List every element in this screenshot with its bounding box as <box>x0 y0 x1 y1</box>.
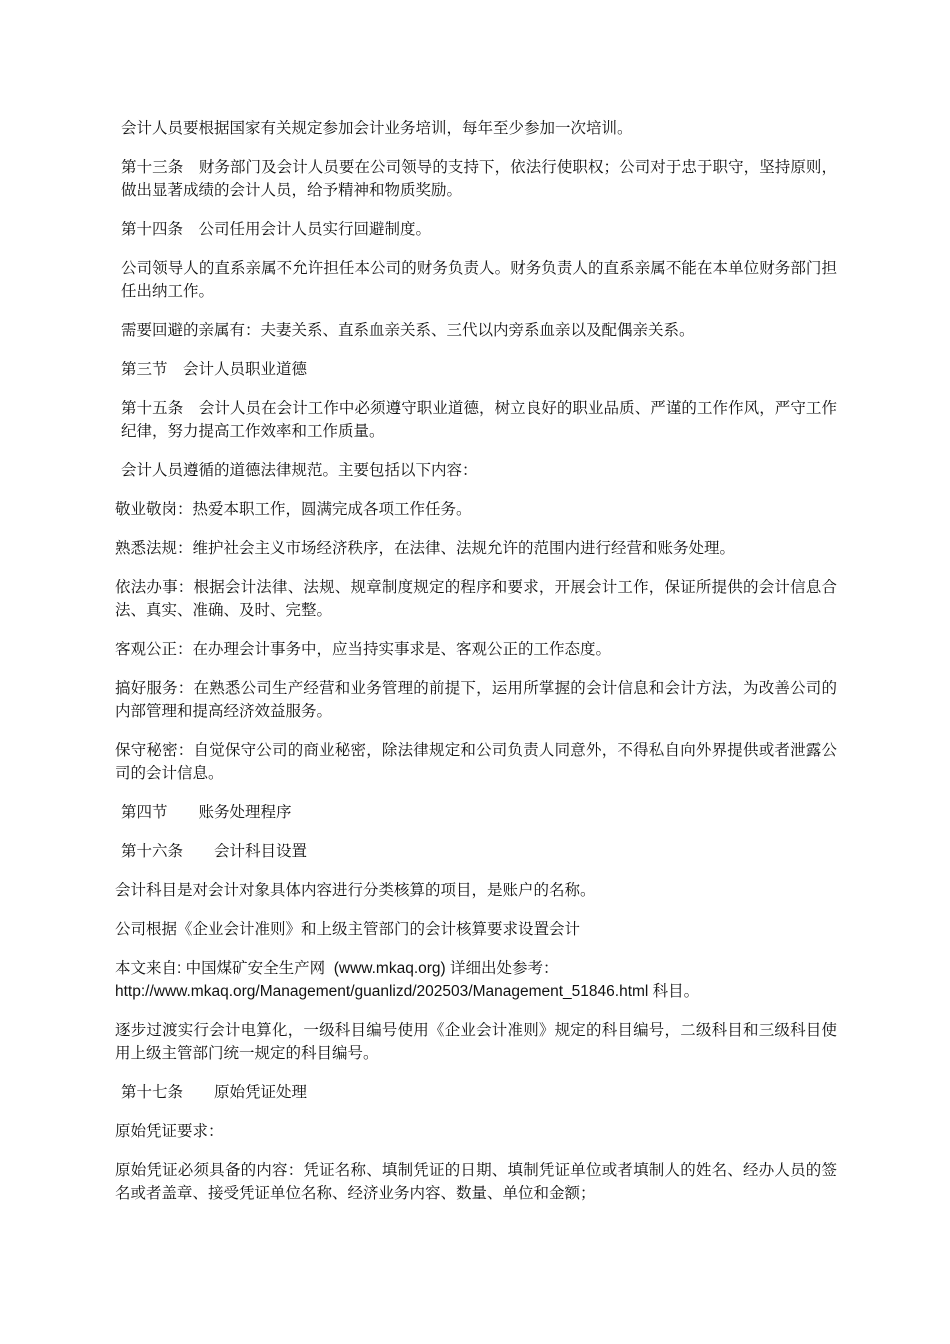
section-3-heading: 第三节 会计人员职业道德 <box>121 360 308 378</box>
paragraph-article-14: 第十四条 公司任用会计人员实行回避制度。 <box>121 220 432 238</box>
paragraph-avoidance-relatives: 需要回避的亲属有：夫妻关系、直系血亲关系、三代以内旁系血亲以及配偶亲关系。 <box>121 321 695 339</box>
source-note <box>115 957 837 1003</box>
document-page <box>115 117 837 1221</box>
paragraph-computerization: 逐步过渡实行会计电算化，一级科目编号使用《企业会计准则》规定的科目编号，二级科目和三级科目使用上级主管部门统一规定的科目编号。 <box>115 1021 837 1062</box>
paragraph-account-definition: 会计科目是对会计对象具体内容进行分类核算的项目，是账户的名称。 <box>115 881 596 899</box>
paragraph-account-setup: 公司根据《企业会计准则》和上级主管部门的会计核算要求设置会计 <box>115 920 581 938</box>
paragraph-article-16: 第十六条 会计科目设置 <box>121 842 308 860</box>
paragraph-dedication: 敬业敬岗：热爱本职工作，圆满完成各项工作任务。 <box>115 500 472 518</box>
paragraph-article-13: 第十三条 财务部门及会计人员要在公司领导的支持下，依法行使职权；公司对于忠于职守，坚持原则，做出显著成绩的会计人员，给予精神和物质奖励。 <box>121 158 837 199</box>
paragraph-ethics-intro: 会计人员遵循的道德法律规范。主要包括以下内容： <box>121 461 478 479</box>
paragraph-article-15: 第十五条 会计人员在会计工作中必须遵守职业道德，树立良好的职业品质、严谨的工作作风，严守工作纪律，努力提高工作效率和工作质量。 <box>121 399 837 440</box>
source-prefix: 本文来自: 中国煤矿安全生产网 (www.mkaq.org) 详细出处参考： <box>115 960 559 977</box>
source-suffix: 科目。 <box>648 983 700 1000</box>
paragraph-training: 会计人员要根据国家有关规定参加会计业务培训，每年至少参加一次培训。 <box>121 119 633 137</box>
paragraph-article-17: 第十七条 原始凭证处理 <box>121 1083 308 1101</box>
paragraph-service: 搞好服务：在熟悉公司生产经营和业务管理的前提下，运用所掌握的会计信息和会计方法，为改善公司的内部管理和提高经济效益服务。 <box>115 679 837 720</box>
paragraph-voucher-contents: 原始凭证必须具备的内容：凭证名称、填制凭证的日期、填制凭证单位或者填制人的姓名、经办人员的签名或者盖章、接受凭证单位名称、经济业务内容、数量、单位和金额； <box>115 1161 837 1202</box>
source-url-link[interactable]: http://www.mkaq.org/Management/guanlizd/202503/Management_51846.html <box>115 983 649 1000</box>
paragraph-lawful-work: 依法办事：根据会计法律、法规、规章制度规定的程序和要求，开展会计工作，保证所提供的会计信息合法、真实、准确、及时、完整。 <box>115 578 837 619</box>
paragraph-relatives-rule: 公司领导人的直系亲属不允许担任本公司的财务负责人。财务负责人的直系亲属不能在本单位财务部门担任出纳工作。 <box>121 259 837 300</box>
section-4-heading: 第四节 账务处理程序 <box>121 803 292 821</box>
paragraph-confidentiality: 保守秘密：自觉保守公司的商业秘密，除法律规定和公司负责人同意外，不得私自向外界提供或者泄露公司的会计信息。 <box>115 741 837 782</box>
paragraph-familiar-laws: 熟悉法规：维护社会主义市场经济秩序，在法律、法规允许的范围内进行经营和账务处理。 <box>115 539 736 557</box>
paragraph-objective: 客观公正：在办理会计事务中，应当持实事求是、客观公正的工作态度。 <box>115 640 612 658</box>
paragraph-voucher-requirements: 原始凭证要求： <box>115 1122 224 1140</box>
